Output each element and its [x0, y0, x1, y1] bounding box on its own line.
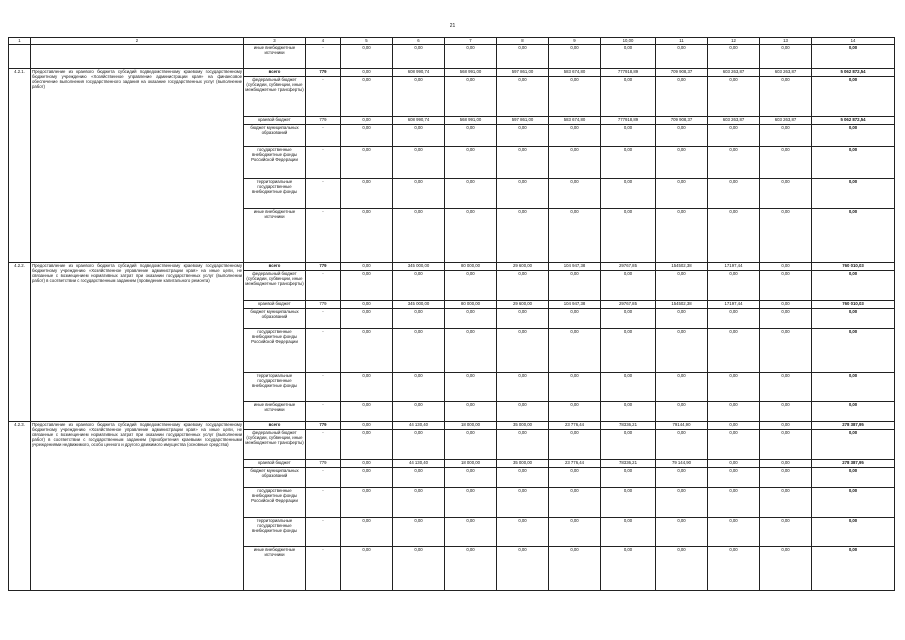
year-value: 0,00: [708, 45, 760, 69]
table-row: [9, 69, 895, 77]
column-number-6: 6: [393, 38, 445, 45]
funding-source: территориальные государственные внебюджетные фонды: [244, 373, 306, 402]
year-value: 603 263,87: [760, 69, 812, 77]
year-value: 0,00: [445, 430, 497, 460]
year-value: 0,00: [760, 209, 812, 263]
year-value: 18 000,00: [445, 422, 497, 430]
year-value: 0,00: [549, 518, 601, 547]
year-value: 597 861,00: [497, 69, 549, 77]
year-value: 0,00: [393, 518, 445, 547]
year-value: 0,00: [445, 45, 497, 69]
year-value: 0,00: [497, 179, 549, 209]
year-value: 0,00: [341, 209, 393, 263]
year-value: 0,00: [341, 460, 393, 468]
year-value: 0,00: [393, 468, 445, 488]
year-value: 44 130,40: [393, 422, 445, 430]
year-value: 583 674,80: [549, 117, 601, 125]
year-value: 35 000,00: [497, 422, 549, 430]
item-description: Предоставление из краевого бюджета субсидий подведомственному краевому государственному бюджетному учреждению «Хозяйственное управление администрации края» на иные цели, не связанные с возмещением нормативных затрат при оказании государственных услуг (выполнении работ) в соответствии с государственным заданием (приобретения краевыми государственными учреждениями недвижимого, особо ценного и другого движимого имущества (основные средства): [31, 422, 244, 591]
year-value: 0,00: [393, 179, 445, 209]
year-value: 597 861,00: [497, 117, 549, 125]
year-value: 0,00: [656, 125, 708, 147]
total-value: 0,00: [812, 309, 895, 329]
year-value: 0,00: [445, 309, 497, 329]
year-value: 0,00: [549, 488, 601, 518]
year-value: 0,00: [445, 329, 497, 373]
budget-table: [8, 37, 895, 591]
total-value: 0,00: [812, 77, 895, 117]
year-value: 0,00: [760, 263, 812, 271]
year-value: 0,00: [341, 518, 393, 547]
year-value: 0,00: [341, 147, 393, 179]
year-value: 0,00: [393, 488, 445, 518]
year-value: 603 263,87: [708, 117, 760, 125]
funding-source: федеральный бюджет (субсидии, субвенции, иные межбюджетные трансферты): [244, 430, 306, 460]
column-number-11: 11: [656, 38, 708, 45]
funding-source: бюджет муниципальных образований: [244, 125, 306, 147]
year-value: 709 908,37: [656, 117, 708, 125]
item-number: 4.2.2.: [9, 263, 31, 422]
year-value: 0,00: [445, 179, 497, 209]
year-value: 0,00: [497, 402, 549, 422]
year-value: 0,00: [760, 301, 812, 309]
year-value: 603 263,87: [760, 117, 812, 125]
year-value: 0,00: [656, 209, 708, 263]
year-value: 0,00: [656, 271, 708, 301]
year-value: 0,00: [708, 77, 760, 117]
year-value: 0,00: [549, 209, 601, 263]
year-value: 78336,21: [601, 422, 656, 430]
year-value: 0,00: [708, 518, 760, 547]
funding-source: всего: [244, 422, 306, 430]
funding-source: иные внебюджетные источники: [244, 402, 306, 422]
year-value: 0,00: [601, 125, 656, 147]
funding-source: всего: [244, 69, 306, 77]
page-number: 21: [449, 23, 456, 29]
year-value: 0,00: [341, 547, 393, 591]
year-value: 17197,44: [708, 263, 760, 271]
admin-code: 779: [306, 263, 341, 271]
funding-source: бюджет муниципальных образований: [244, 468, 306, 488]
year-value: 0,00: [760, 488, 812, 518]
year-value: 0,00: [445, 209, 497, 263]
year-value: 0,00: [393, 373, 445, 402]
year-value: 0,00: [445, 547, 497, 591]
year-value: 0,00: [497, 309, 549, 329]
year-value: 0,00: [760, 271, 812, 301]
total-value: 0,00: [812, 329, 895, 373]
funding-source: иные внебюджетные источники: [244, 45, 306, 69]
funding-source: территориальные государственные внебюджетные фонды: [244, 518, 306, 547]
year-value: 0,00: [393, 547, 445, 591]
year-value: 0,00: [601, 329, 656, 373]
year-value: 0,00: [601, 179, 656, 209]
year-value: 0,00: [549, 430, 601, 460]
funding-source: государственные внебюджетные фонды Российской Федерации: [244, 488, 306, 518]
column-number-3: 3: [244, 38, 306, 45]
year-value: 0,00: [341, 179, 393, 209]
year-value: 0,00: [656, 45, 708, 69]
year-value: 0,00: [656, 147, 708, 179]
year-value: 104 947,38: [549, 263, 601, 271]
year-value: 0,00: [341, 69, 393, 77]
column-number-9: 9: [549, 38, 601, 45]
admin-code: 779: [306, 69, 341, 77]
admin-code: -: [306, 125, 341, 147]
year-value: 0,00: [445, 125, 497, 147]
funding-source: территориальные государственные внебюджетные фонды: [244, 179, 306, 209]
year-value: 709 908,37: [656, 69, 708, 77]
year-value: 29 600,00: [497, 263, 549, 271]
total-value: 278 387,95: [812, 422, 895, 430]
admin-code: 779: [306, 422, 341, 430]
year-value: 345 000,00: [393, 263, 445, 271]
total-value: 5 062 872,54: [812, 69, 895, 77]
year-value: 0,00: [601, 209, 656, 263]
total-value: 0,00: [812, 488, 895, 518]
year-value: 0,00: [708, 373, 760, 402]
total-value: 0,00: [812, 179, 895, 209]
year-value: 17197,44: [708, 301, 760, 309]
item-description: Предоставление из краевого бюджета субсидий подведомственному краевому государственному бюджетному учреждению «Хозяйственное управление администрации края» на финансовое обеспечение выполнения государственного задания на оказание государственных услуг (выполнение работ): [31, 69, 244, 263]
admin-code: -: [306, 488, 341, 518]
year-value: 0,00: [760, 309, 812, 329]
column-number-row: [9, 38, 895, 45]
year-value: 0,00: [445, 518, 497, 547]
total-value: 0,00: [812, 402, 895, 422]
year-value: 0,00: [341, 125, 393, 147]
admin-code: 779: [306, 117, 341, 125]
total-value: 0,00: [812, 373, 895, 402]
total-value: 5 062 872,54: [812, 117, 895, 125]
column-number-7: 7: [445, 38, 497, 45]
total-value: 278 387,95: [812, 460, 895, 468]
admin-code: -: [306, 147, 341, 179]
admin-code: 779: [306, 301, 341, 309]
year-value: 0,00: [549, 468, 601, 488]
year-value: 0,00: [497, 147, 549, 179]
year-value: 777918,89: [601, 69, 656, 77]
item-description: Предоставление из краевого бюджета субсидий подведомственному краевому государственному бюджетному учреждению «Хозяйственное управление администрации края» на иные цели, не связанные с возмещением нормативных затрат при оказании государственных услуг (выполнении работ) в соответствии с государственным заданием (проведение капитального ремонта): [31, 263, 244, 422]
column-number-8: 8: [497, 38, 549, 45]
total-value: 0,00: [812, 518, 895, 547]
column-number-5: 5: [341, 38, 393, 45]
table-body: [9, 38, 895, 591]
year-value: 29767,85: [601, 263, 656, 271]
total-value: 0,00: [812, 209, 895, 263]
admin-code: -: [306, 373, 341, 402]
year-value: 29 600,00: [497, 301, 549, 309]
year-value: 0,00: [760, 77, 812, 117]
year-value: 0,00: [497, 547, 549, 591]
year-value: 0,00: [601, 309, 656, 329]
year-value: 0,00: [656, 179, 708, 209]
year-value: 0,00: [601, 402, 656, 422]
year-value: 0,00: [393, 45, 445, 69]
year-value: 0,00: [708, 547, 760, 591]
year-value: 0,00: [393, 209, 445, 263]
year-value: 0,00: [656, 77, 708, 117]
year-value: 80 000,00: [445, 301, 497, 309]
total-value: 0,00: [812, 468, 895, 488]
year-value: 0,00: [393, 430, 445, 460]
year-value: 0,00: [760, 179, 812, 209]
year-value: 0,00: [708, 402, 760, 422]
year-value: 0,00: [549, 547, 601, 591]
year-value: 0,00: [708, 209, 760, 263]
table-row: [9, 45, 895, 69]
year-value: 0,00: [549, 45, 601, 69]
year-value: 0,00: [708, 460, 760, 468]
admin-code: 779: [306, 460, 341, 468]
year-value: 0,00: [760, 402, 812, 422]
item-description: [31, 45, 244, 69]
year-value: 0,00: [549, 271, 601, 301]
year-value: 0,00: [393, 329, 445, 373]
year-value: 0,00: [601, 518, 656, 547]
admin-code: -: [306, 518, 341, 547]
funding-source: бюджет муниципальных образований: [244, 309, 306, 329]
funding-source: краевой бюджет: [244, 117, 306, 125]
year-value: 0,00: [445, 77, 497, 117]
year-value: 23 776,44: [549, 460, 601, 468]
item-number: 4.2.1.: [9, 69, 31, 263]
year-value: 0,00: [760, 430, 812, 460]
funding-source: краевой бюджет: [244, 460, 306, 468]
year-value: 0,00: [760, 468, 812, 488]
year-value: 0,00: [445, 468, 497, 488]
year-value: 0,00: [497, 430, 549, 460]
year-value: 0,00: [341, 488, 393, 518]
funding-source: федеральный бюджет (субсидии, субвенции, иные межбюджетные трансферты): [244, 77, 306, 117]
admin-code: -: [306, 271, 341, 301]
year-value: 0,00: [341, 77, 393, 117]
year-value: 79144,90: [656, 422, 708, 430]
year-value: 0,00: [393, 271, 445, 301]
admin-code: -: [306, 77, 341, 117]
year-value: 0,00: [549, 77, 601, 117]
year-value: 0,00: [708, 179, 760, 209]
year-value: 0,00: [656, 402, 708, 422]
year-value: 0,00: [497, 45, 549, 69]
year-value: 0,00: [497, 329, 549, 373]
table-row: [9, 422, 895, 430]
admin-code: -: [306, 329, 341, 373]
year-value: 583 674,80: [549, 69, 601, 77]
year-value: 0,00: [656, 373, 708, 402]
year-value: 0,00: [656, 468, 708, 488]
admin-code: -: [306, 45, 341, 69]
year-value: 0,00: [393, 309, 445, 329]
year-value: 0,00: [341, 301, 393, 309]
year-value: 0,00: [341, 263, 393, 271]
year-value: 345 000,00: [393, 301, 445, 309]
year-value: 0,00: [445, 373, 497, 402]
year-value: 80 000,00: [445, 263, 497, 271]
funding-source: всего: [244, 263, 306, 271]
year-value: 0,00: [549, 147, 601, 179]
year-value: 18 000,00: [445, 460, 497, 468]
year-value: 154502,38: [656, 263, 708, 271]
year-value: 0,00: [497, 488, 549, 518]
admin-code: -: [306, 430, 341, 460]
year-value: 0,00: [341, 309, 393, 329]
year-value: 0,00: [393, 125, 445, 147]
year-value: 29767,85: [601, 301, 656, 309]
year-value: 0,00: [656, 309, 708, 329]
year-value: 0,00: [549, 309, 601, 329]
year-value: 0,00: [497, 468, 549, 488]
year-value: 0,00: [601, 147, 656, 179]
total-value: 0,00: [812, 547, 895, 591]
year-value: 0,00: [760, 329, 812, 373]
column-number-4: 4: [306, 38, 341, 45]
year-value: 608 990,74: [393, 69, 445, 77]
admin-code: -: [306, 209, 341, 263]
year-value: 0,00: [445, 271, 497, 301]
year-value: 0,00: [497, 209, 549, 263]
funding-source: федеральный бюджет (субсидии, субвенции, иные межбюджетные трансферты): [244, 271, 306, 301]
year-value: 0,00: [601, 77, 656, 117]
year-value: 0,00: [601, 271, 656, 301]
year-value: 0,00: [393, 402, 445, 422]
year-value: 104 947,38: [549, 301, 601, 309]
year-value: 0,00: [760, 373, 812, 402]
year-value: 0,00: [549, 125, 601, 147]
column-number-13: 13: [760, 38, 812, 45]
year-value: 0,00: [760, 147, 812, 179]
year-value: 568 991,00: [445, 117, 497, 125]
year-value: 0,00: [549, 402, 601, 422]
year-value: 0,00: [708, 468, 760, 488]
admin-code: -: [306, 179, 341, 209]
year-value: 0,00: [497, 518, 549, 547]
admin-code: -: [306, 468, 341, 488]
year-value: 0,00: [341, 430, 393, 460]
year-value: 0,00: [708, 430, 760, 460]
column-number-2: 2: [31, 38, 244, 45]
total-value: 0,00: [812, 430, 895, 460]
year-value: 0,00: [708, 488, 760, 518]
year-value: 0,00: [760, 125, 812, 147]
admin-code: -: [306, 309, 341, 329]
year-value: 35 000,00: [497, 460, 549, 468]
year-value: 44 130,40: [393, 460, 445, 468]
year-value: 0,00: [445, 147, 497, 179]
year-value: 0,00: [601, 488, 656, 518]
year-value: 0,00: [445, 402, 497, 422]
year-value: 603 263,87: [708, 69, 760, 77]
year-value: 0,00: [445, 488, 497, 518]
year-value: 0,00: [497, 373, 549, 402]
year-value: 0,00: [760, 460, 812, 468]
total-value: 0,00: [812, 147, 895, 179]
year-value: 0,00: [656, 518, 708, 547]
year-value: 0,00: [549, 179, 601, 209]
year-value: 0,00: [708, 147, 760, 179]
year-value: 0,00: [708, 271, 760, 301]
year-value: 0,00: [341, 468, 393, 488]
year-value: 0,00: [601, 430, 656, 460]
year-value: 0,00: [708, 422, 760, 430]
year-value: 0,00: [601, 468, 656, 488]
year-value: 23 776,44: [549, 422, 601, 430]
year-value: 568 991,00: [445, 69, 497, 77]
year-value: 777918,89: [601, 117, 656, 125]
year-value: 154502,38: [656, 301, 708, 309]
year-value: 0,00: [341, 117, 393, 125]
year-value: 0,00: [393, 147, 445, 179]
total-value: 0,00: [812, 271, 895, 301]
year-value: 0,00: [760, 45, 812, 69]
year-value: 0,00: [656, 488, 708, 518]
year-value: 0,00: [341, 422, 393, 430]
year-value: 0,00: [393, 77, 445, 117]
funding-source: иные внебюджетные источники: [244, 547, 306, 591]
year-value: 0,00: [601, 45, 656, 69]
year-value: 0,00: [760, 518, 812, 547]
total-value: 760 010,03: [812, 263, 895, 271]
item-number: 4.2.3.: [9, 422, 31, 591]
total-value: 760 010,03: [812, 301, 895, 309]
year-value: 0,00: [656, 329, 708, 373]
funding-source: иные внебюджетные источники: [244, 209, 306, 263]
total-value: 0,00: [812, 45, 895, 69]
year-value: 0,00: [708, 309, 760, 329]
year-value: 0,00: [497, 125, 549, 147]
year-value: 0,00: [341, 271, 393, 301]
year-value: 608 990,74: [393, 117, 445, 125]
year-value: 0,00: [656, 547, 708, 591]
year-value: 0,00: [497, 77, 549, 117]
column-number-1: 1: [9, 38, 31, 45]
year-value: 0,00: [601, 547, 656, 591]
year-value: 0,00: [341, 45, 393, 69]
year-value: 0,00: [549, 373, 601, 402]
funding-source: государственные внебюджетные фонды Российской Федерации: [244, 329, 306, 373]
total-value: 0,00: [812, 125, 895, 147]
column-number-10: 10,00: [601, 38, 656, 45]
year-value: 0,00: [656, 430, 708, 460]
admin-code: -: [306, 402, 341, 422]
year-value: 0,00: [341, 373, 393, 402]
year-value: 78336,21: [601, 460, 656, 468]
year-value: 0,00: [760, 422, 812, 430]
year-value: 79 144,90: [656, 460, 708, 468]
year-value: 0,00: [341, 402, 393, 422]
year-value: 0,00: [601, 373, 656, 402]
year-value: 0,00: [708, 125, 760, 147]
item-number: [9, 45, 31, 69]
column-number-12: 12: [708, 38, 760, 45]
column-number-14: 14: [812, 38, 895, 45]
funding-source: государственные внебюджетные фонды Российской Федерации: [244, 147, 306, 179]
year-value: 0,00: [341, 329, 393, 373]
table-row: [9, 263, 895, 271]
year-value: 0,00: [549, 329, 601, 373]
year-value: 0,00: [497, 271, 549, 301]
year-value: 0,00: [708, 329, 760, 373]
funding-source: краевой бюджет: [244, 301, 306, 309]
admin-code: -: [306, 547, 341, 591]
year-value: 0,00: [760, 547, 812, 591]
